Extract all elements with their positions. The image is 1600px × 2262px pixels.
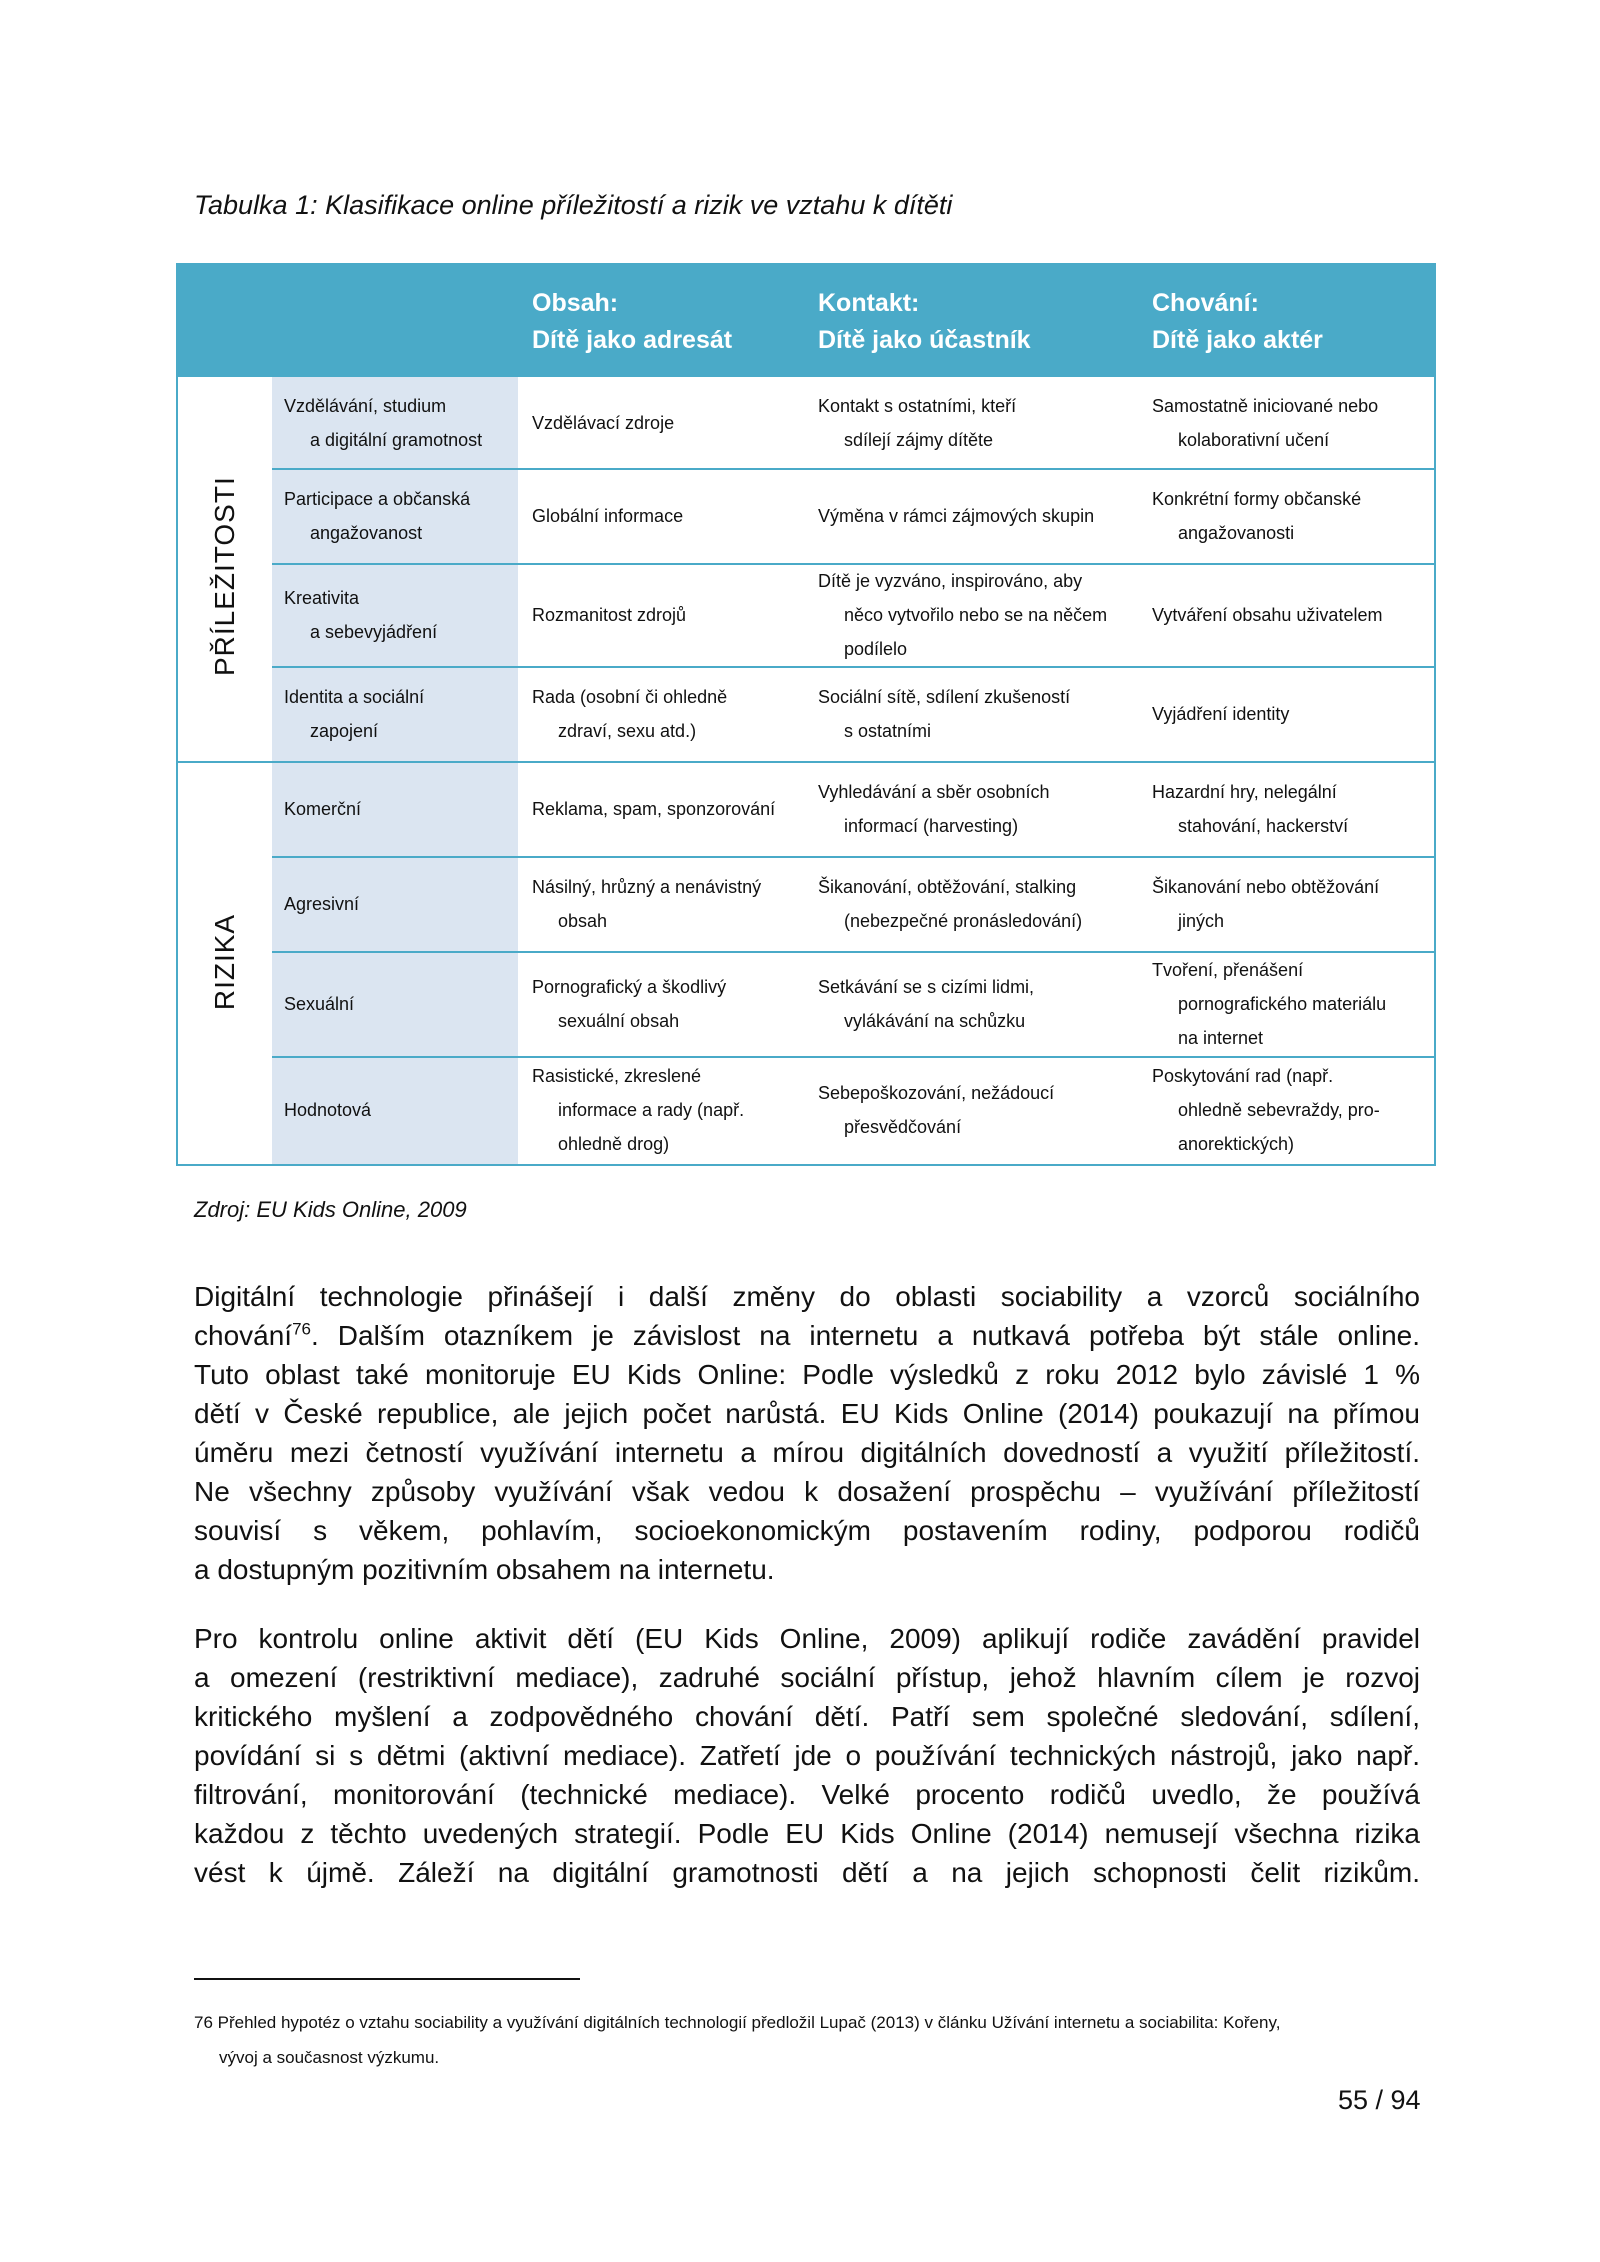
cell-line: Setkávání se s cizími lidmi, (818, 976, 1035, 997)
cell-line: Vzdělávání, studium (284, 395, 447, 416)
cell-line: informací (harvesting) (844, 815, 1019, 836)
header-content-subtitle: Dítě jako adresát (532, 326, 733, 354)
paragraph-line: kritického myšlení a zodpovědného chování dětí. Patří sem společné sledování, sdílení, (194, 1701, 1420, 1732)
table-cell (532, 856, 808, 951)
cell-line: přesvědčování (844, 1117, 962, 1137)
cell-line: Kreativita (284, 587, 360, 608)
table-cell (1152, 563, 1432, 666)
table-cell (1152, 761, 1432, 856)
cell-line: Rasistické, zkreslené (532, 1066, 702, 1086)
footnote-line: vývoj a současnost výzkumu. (219, 2048, 440, 2067)
cell-line: kolaborativní učení (1178, 429, 1330, 450)
table-cell (532, 377, 808, 468)
cell-line: stahování, hackerství (1178, 815, 1349, 836)
paragraph-line: dětí v České republice, ale jejich počet narůstá. EU Kids Online (2014) poukazují na přímou (194, 1398, 1420, 1429)
cell-line: informace a rady (např. (558, 1100, 745, 1120)
cell-line: sexuální obsah (558, 1010, 680, 1031)
footnote-line: 76 Přehled hypotéz o vztahu sociability a využívání digitálních technologií předložil Lupač (2013) v článku Užívání internetu a sociabilita: Kořeny, (194, 2013, 1281, 2032)
paragraph-line: Pro kontrolu online aktivit dětí (EU Kids Online, 2009) aplikují rodiče zavádění pravidel (194, 1623, 1420, 1654)
paragraph-line: vést k újmě. Záleží na digitální gramotnosti dětí a na jejich schopnosti čelit rizikům. (194, 1857, 1420, 1888)
table-cell (1152, 377, 1432, 468)
paragraph-line (194, 1316, 1420, 1355)
table-source: Zdroj: EU Kids Online, 2009 (194, 1197, 467, 1222)
cell-line: a digitální gramotnost (310, 429, 483, 450)
cell-line: obsah (558, 910, 608, 931)
cell-line: Konkrétní formy občanské (1152, 488, 1362, 509)
table-cell (1152, 1056, 1432, 1164)
table-cell (818, 563, 1142, 666)
table-header-row (178, 265, 1434, 377)
cell-line: Vytváření obsahu uživatelem (1152, 604, 1383, 625)
cell-line: (nebezpečné pronásledování) (844, 910, 1083, 931)
row-label (284, 761, 512, 856)
table-cell (532, 666, 808, 761)
group-label-opportunities: PŘÍLEŽITOSTI (209, 476, 240, 676)
cell-line: Identita a sociální (284, 686, 425, 707)
cell-line: Vyjádření identity (1152, 703, 1290, 724)
cell-line: něco vytvořilo nebo se na něčem (844, 604, 1108, 625)
table-cell (818, 951, 1142, 1056)
table-cell (1152, 856, 1432, 951)
table-cell (532, 761, 808, 856)
table-cell (1152, 951, 1432, 1056)
group-label-risks: RIZIKA (209, 913, 240, 1011)
cell-line: Násilný, hrůzný a nenávistný (532, 876, 762, 897)
paragraph-text: chování (194, 1320, 293, 1351)
cell-line: Dítě je vyzváno, inspirováno, aby (818, 570, 1083, 591)
header-contact (818, 285, 1031, 359)
cell-line: angažovanosti (1178, 522, 1295, 543)
row-label (284, 468, 512, 563)
cell-line: Pornografický a škodlivý (532, 976, 727, 997)
cell-line: s ostatními (844, 720, 932, 741)
header-content-title: Obsah: (532, 289, 619, 317)
table-cell (818, 761, 1142, 856)
header-conduct (1152, 285, 1323, 359)
header-content (532, 285, 732, 359)
row-label (284, 1056, 512, 1164)
table-cell (818, 377, 1142, 468)
cell-line: ohledně drog) (558, 1134, 670, 1154)
paragraph-line: úměru mezi četností využívání internetu a mírou digitálních dovedností a využití příležitostí. (194, 1437, 1420, 1468)
row-label (284, 856, 512, 951)
paragraph-line: Tuto oblast také monitoruje EU Kids Online: Podle výsledků z roku 2012 bylo závislé 1 % (194, 1359, 1420, 1390)
paragraph-line: Ne všechny způsoby využívání však vedou k dosažení prospěchu – využívání příležitostí (194, 1476, 1420, 1507)
cell-line: Výměna v rámci zájmových skupin (818, 505, 1095, 526)
cell-line: vylákávání na schůzku (844, 1010, 1026, 1031)
cell-line: ohledně sebevraždy, pro- (1178, 1100, 1380, 1120)
cell-line: Agresivní (284, 893, 360, 914)
header-conduct-subtitle: Dítě jako aktér (1152, 326, 1323, 354)
row-label (284, 377, 512, 468)
paragraph-line: každou z těchto uvedených strategií. Podle EU Kids Online (2014) nemusejí všechna rizika (194, 1818, 1420, 1849)
cell-line: Vyhledávání a sběr osobních (818, 781, 1050, 802)
table-cell (818, 666, 1142, 761)
header-contact-subtitle: Dítě jako účastník (818, 326, 1031, 354)
table-cell (818, 856, 1142, 951)
cell-line: zdraví, sexu atd.) (558, 720, 697, 741)
cell-line: Šikanování, obtěžování, stalking (818, 876, 1077, 897)
cell-line: Hazardní hry, nelegální (1152, 781, 1337, 802)
paragraph-line: povídání si s dětmi (aktivní mediace). Zatřetí jde o používání technických nástrojů, jako např. (194, 1740, 1420, 1771)
page-number: 55 / 94 (1338, 2085, 1421, 2115)
paragraph-line: Digitální technologie přinášejí i další změny do oblasti sociability a vzorců sociálního (194, 1281, 1420, 1312)
cell-line: zapojení (310, 720, 379, 741)
cell-line: Komerční (284, 798, 362, 819)
classification-table (176, 263, 1436, 1166)
cell-line: Reklama, spam, sponzorování (532, 798, 776, 819)
table-cell (1152, 468, 1432, 563)
row-label (284, 951, 512, 1056)
cell-line: Rada (osobní či ohledně (532, 686, 728, 707)
table-cell (532, 951, 808, 1056)
cell-line: Sociální sítě, sdílení zkušeností (818, 686, 1071, 707)
paragraph-line: souvisí s věkem, pohlavím, socioekonomickým postavením rodiny, podporou rodičů (194, 1515, 1420, 1546)
paragraph-line: a dostupným pozitivním obsahem na internetu. (194, 1554, 775, 1585)
cell-line: podílelo (844, 638, 908, 659)
cell-line: Rozmanitost zdrojů (532, 604, 687, 625)
table-cell (1152, 666, 1432, 761)
cell-line: jiných (1178, 910, 1225, 931)
cell-line: Participace a občanská (284, 488, 471, 509)
table-caption: Tabulka 1: Klasifikace online příležitostí a rizik ve vztahu k dítěti (194, 190, 953, 220)
footnote-ref: 76 (292, 1319, 311, 1339)
cell-line: Globální informace (532, 505, 684, 526)
header-contact-title: Kontakt: (818, 289, 920, 317)
paragraph-line: a omezení (restriktivní mediace), zadruhé sociální přístup, jehož hlavním cílem je rozvoj (194, 1662, 1420, 1693)
paragraph-2 (194, 1619, 1420, 1892)
paragraph-line: filtrování, monitorování (technické mediace). Velké procento rodičů uvedlo, že používá (194, 1779, 1420, 1810)
cell-line: Šikanování nebo obtěžování (1152, 876, 1380, 897)
cell-line: Vzdělávací zdroje (532, 412, 675, 433)
cell-line: anorektických) (1178, 1134, 1295, 1154)
paragraph-1 (194, 1277, 1420, 1589)
paragraph-text: . Dalším otazníkem je závislost na internetu a nutkavá potřeba být stále online. (311, 1320, 1420, 1351)
cell-line: Kontakt s ostatními, kteří (818, 395, 1017, 416)
cell-line: Tvoření, přenášení (1152, 959, 1304, 980)
cell-line: pornografického materiálu (1178, 993, 1387, 1014)
header-conduct-title: Chování: (1152, 289, 1259, 317)
cell-line: Hodnotová (284, 1100, 372, 1120)
footnote-separator (194, 1978, 580, 1980)
footnote (194, 2005, 1280, 2075)
row-label (284, 563, 512, 666)
cell-line: angažovanost (310, 522, 423, 543)
cell-line: Sebepoškozování, nežádoucí (818, 1083, 1055, 1103)
table-cell (818, 1056, 1142, 1164)
table-cell (532, 563, 808, 666)
table-cell (532, 1056, 808, 1164)
cell-line: Sexuální (284, 993, 355, 1014)
cell-line: sdílejí zájmy dítěte (844, 429, 994, 450)
table-cell (818, 468, 1142, 563)
cell-line: Poskytování rad (např. (1152, 1066, 1334, 1086)
cell-line: a sebevyjádření (310, 621, 438, 642)
table-cell (532, 468, 808, 563)
cell-line: na internet (1178, 1027, 1264, 1048)
cell-line: Samostatně iniciované nebo (1152, 395, 1379, 416)
row-label (284, 666, 512, 761)
